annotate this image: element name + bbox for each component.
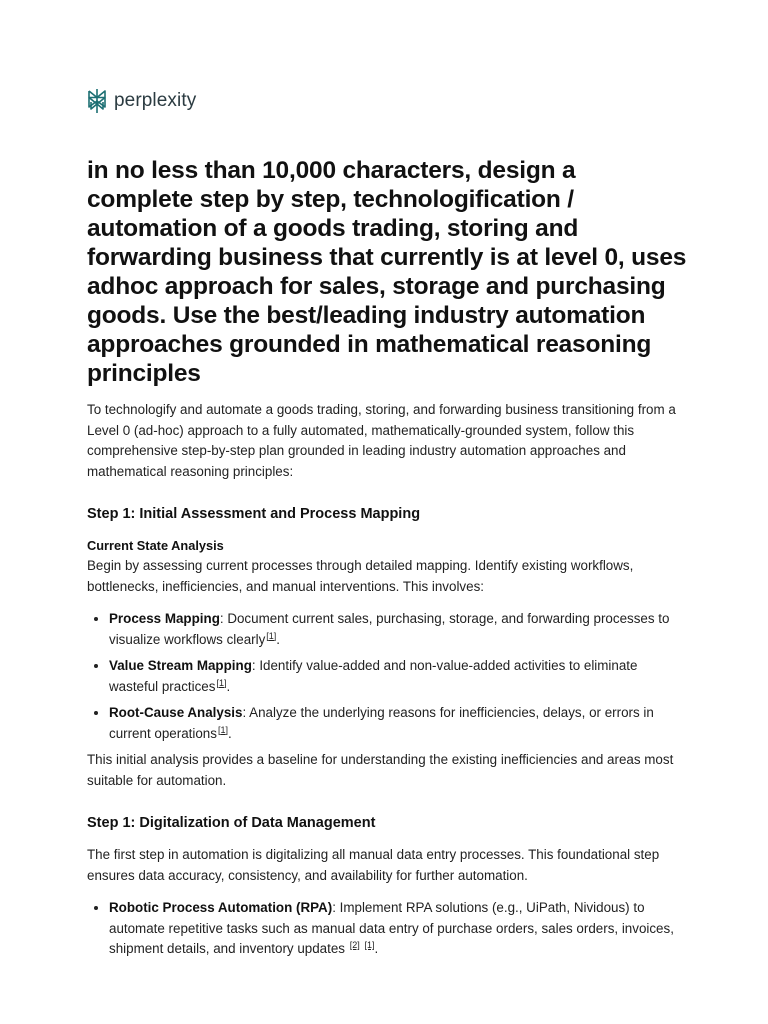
citation-link[interactable]: [1] xyxy=(217,724,228,735)
list-item xyxy=(109,609,687,650)
step1-summary: This initial analysis provides a baseline for understanding the existing inefficiencies and areas most suitable for automation. xyxy=(87,752,674,788)
list-item-term: Process Mapping xyxy=(109,611,220,626)
perplexity-logo-text: perplexity xyxy=(114,90,197,111)
citation-link[interactable]: [1] xyxy=(216,677,227,688)
step1-heading: Step 1: Initial Assessment and Process Mapping xyxy=(87,506,421,522)
citation-link[interactable]: [2] xyxy=(349,940,360,950)
list-item xyxy=(109,703,687,744)
list-item-end: . xyxy=(227,725,232,741)
list-item-term: Value Stream Mapping xyxy=(109,658,252,673)
step1-subheading: Current State Analysis xyxy=(87,538,224,553)
citation-link[interactable]: [1] xyxy=(266,630,277,641)
list-item-text: : Analyze the underlying reasons for inefficiencies, delays, or errors in current operations xyxy=(109,705,654,741)
step2-lead: The first step in automation is digitalizing all manual data entry processes. This foundational step ensures data accuracy, consistency, and availability for further automation. xyxy=(87,847,660,883)
list-item-text: : Implement RPA solutions (e.g., UiPath, Nividous) to automate repetitive tasks such as manual data entry of purchase orders, sales orders, invoices, shipment details, and inventory updates xyxy=(109,900,674,956)
perplexity-logo-icon xyxy=(86,88,108,114)
perplexity-logo[interactable] xyxy=(86,88,196,114)
list-item xyxy=(109,898,687,960)
list-item xyxy=(109,656,687,697)
list-item-end: . xyxy=(374,941,379,956)
list-item-text: : Identify value-added and non-value-added activities to eliminate wasteful practices xyxy=(109,658,638,694)
answer-document xyxy=(87,156,687,966)
question-title: in no less than 10,000 characters, design a complete step by step, technologification / automation of a goods trading, storing and forwarding business that currently is at level 0, uses adhoc approach for sales, storage and purchasing goods. Use the best/leading industry automation approaches grounded in mathematical reasoning principles xyxy=(87,157,687,387)
list-item-text: : Document current sales, purchasing, storage, and forwarding processes to visualize workflows clearly xyxy=(109,611,670,647)
list-item-end: . xyxy=(226,678,231,694)
list-item-end: . xyxy=(276,631,281,647)
step2-heading: Step 1: Digitalization of Data Management xyxy=(87,815,376,831)
list-item-term: Robotic Process Automation (RPA) xyxy=(109,900,333,915)
intro-paragraph: To technologify and automate a goods trading, storing, and forwarding business transitioning from a Level 0 (ad-hoc) approach to a fully automated, mathematically-grounded system, follow this comprehensive step-by-step plan grounded in leading industry automation approaches and mathematical reasoning principles: xyxy=(87,402,676,479)
step1-lead: Begin by assessing current processes through detailed mapping. Identify existing workflows, bottlenecks, inefficiencies, and manual interventions. This involves: xyxy=(87,558,634,594)
step1-list xyxy=(87,609,687,744)
list-item-term: Root-Cause Analysis xyxy=(109,705,243,720)
step2-list xyxy=(87,898,687,960)
citation-link[interactable]: [1] xyxy=(364,940,375,950)
